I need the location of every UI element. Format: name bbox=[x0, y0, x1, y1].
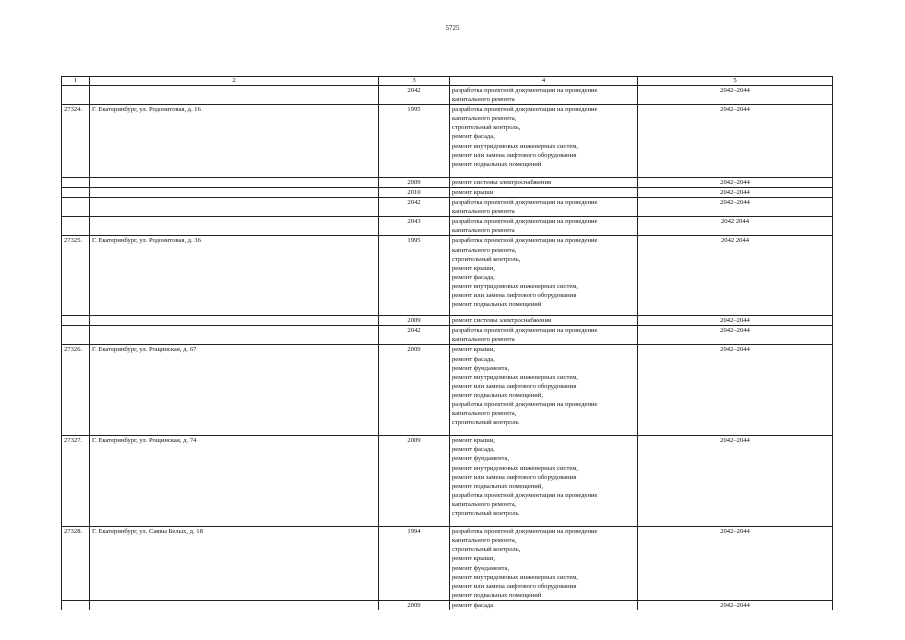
row-year: 1994 bbox=[379, 527, 450, 601]
work-item: разработка проектной документации на проведение bbox=[452, 491, 598, 499]
work-item: ремонт подвальных помещений, bbox=[452, 391, 543, 399]
row-number: 27327. bbox=[62, 436, 90, 527]
page-number: 5725 bbox=[445, 24, 460, 32]
row-year: 2009 bbox=[379, 177, 450, 187]
work-item: разработка проектной документации на проведение bbox=[452, 528, 598, 536]
table-row bbox=[62, 105, 833, 178]
work-item: ремонт фундамента, bbox=[452, 455, 510, 463]
row-period: 2042–2044 bbox=[638, 436, 833, 527]
work-item: ремонт фасада, bbox=[452, 273, 495, 281]
table-row bbox=[62, 326, 833, 345]
table-row bbox=[62, 527, 833, 601]
row-works bbox=[450, 187, 638, 197]
work-item: разработка проектной документации на проведение bbox=[452, 237, 598, 245]
work-item: строительный контроль, bbox=[452, 124, 521, 132]
work-item: ремонт или замена лифтового оборудования bbox=[452, 473, 577, 481]
work-item: ремонт внутридомовых инженерных систем, bbox=[452, 464, 579, 472]
work-item: ремонт или замена лифтового оборудования bbox=[452, 582, 577, 590]
table-row bbox=[62, 600, 833, 610]
row-year: 2009 bbox=[379, 316, 450, 326]
row-address: Г. Екатеринбург, ул. Рощинская, д. 74 bbox=[90, 436, 379, 527]
row-number bbox=[62, 316, 90, 326]
work-item: строительный контроль bbox=[452, 510, 519, 518]
row-address: Г. Екатеринбург, ул. Рощинская, д. 67 bbox=[90, 345, 379, 436]
work-item: капитального ремонта bbox=[452, 96, 515, 104]
table-row bbox=[62, 217, 833, 236]
work-item: ремонт подвальных помещений, bbox=[452, 482, 543, 490]
row-period: 2042–2044 bbox=[638, 86, 833, 105]
table-row bbox=[62, 345, 833, 436]
work-item: строительный контроль, bbox=[452, 546, 521, 554]
row-works bbox=[450, 345, 638, 436]
work-item: ремонт подвальных помещений bbox=[452, 591, 542, 599]
work-item: ремонт фундамента, bbox=[452, 564, 510, 572]
work-item: ремонт подвальных помещений bbox=[452, 160, 542, 168]
header-row bbox=[62, 77, 833, 86]
work-item: строительный контроль bbox=[452, 419, 519, 427]
row-number: 27325. bbox=[62, 236, 90, 316]
row-period: 2042–2044 bbox=[638, 187, 833, 197]
work-item: ремонт крыши, bbox=[452, 346, 495, 354]
row-works bbox=[450, 105, 638, 178]
work-item: разработка проектной документации на проведение bbox=[452, 327, 598, 335]
work-item: ремонт фасада, bbox=[452, 446, 495, 454]
work-item: ремонт внутридомовых инженерных систем, bbox=[452, 282, 579, 290]
work-item: ремонт крыши, bbox=[452, 555, 495, 563]
row-period: 2042–2044 bbox=[638, 345, 833, 436]
work-item: ремонт или замена лифтового оборудования bbox=[452, 382, 577, 390]
work-item: строительный контроль, bbox=[452, 255, 521, 263]
row-works bbox=[450, 326, 638, 345]
row-period: 2042–2044 bbox=[638, 527, 833, 601]
capital-repair-table bbox=[61, 76, 833, 610]
work-item: ремонт крыши bbox=[452, 188, 494, 196]
row-address bbox=[90, 177, 379, 187]
work-item: ремонт фундамента, bbox=[452, 364, 510, 372]
work-item: разработка проектной документации на проведение bbox=[452, 401, 598, 408]
row-number bbox=[62, 86, 90, 105]
work-item: капитального ремонта bbox=[452, 227, 515, 235]
header-col-3: 3 bbox=[379, 77, 450, 86]
work-item: ремонт внутридомовых инженерных систем, bbox=[452, 373, 579, 381]
row-number bbox=[62, 600, 90, 610]
header-col-5: 5 bbox=[638, 77, 833, 86]
row-number: 27324. bbox=[62, 105, 90, 178]
work-item: капитального ремонта bbox=[452, 208, 515, 216]
row-year: 2042 bbox=[379, 198, 450, 217]
work-item: капитального ремонта, bbox=[452, 500, 517, 508]
row-address: Г. Екатеринбург, ул. Родонитовая, д. 36 bbox=[90, 236, 379, 316]
table-row bbox=[62, 316, 833, 326]
row-year: 2042 bbox=[379, 86, 450, 105]
row-year: 2009 bbox=[379, 600, 450, 610]
row-period: 2042 2044 bbox=[638, 217, 833, 236]
row-period: 2042–2044 bbox=[638, 316, 833, 326]
header-col-1: 1 bbox=[62, 77, 90, 86]
row-works bbox=[450, 198, 638, 217]
row-address: Г. Екатеринбург, ул. Родонитовая, д. 16 bbox=[90, 105, 379, 178]
row-address bbox=[90, 600, 379, 610]
row-number: 27326. bbox=[62, 345, 90, 436]
work-item: разработка проектной документации на проведение bbox=[452, 87, 598, 94]
work-item: капитального ремонта, bbox=[452, 537, 517, 545]
row-address bbox=[90, 217, 379, 236]
row-number bbox=[62, 217, 90, 236]
row-works bbox=[450, 600, 638, 610]
row-number: 27328. bbox=[62, 527, 90, 601]
row-year: 2043 bbox=[379, 217, 450, 236]
table-row bbox=[62, 86, 833, 105]
row-period: 2042–2044 bbox=[638, 105, 833, 178]
table-row bbox=[62, 187, 833, 197]
work-item: разработка проектной документации на проведение bbox=[452, 218, 598, 226]
row-works bbox=[450, 177, 638, 187]
row-works bbox=[450, 316, 638, 326]
row-number bbox=[62, 326, 90, 345]
row-period: 2042–2044 bbox=[638, 326, 833, 345]
row-period: 2042–2044 bbox=[638, 198, 833, 217]
row-year: 2009 bbox=[379, 436, 450, 527]
row-period: 2042–2044 bbox=[638, 600, 833, 610]
row-works bbox=[450, 527, 638, 601]
row-address bbox=[90, 86, 379, 105]
row-year: 1995 bbox=[379, 236, 450, 316]
table-body bbox=[62, 86, 833, 610]
work-item: капитального ремонта, bbox=[452, 246, 517, 254]
row-number bbox=[62, 177, 90, 187]
row-number bbox=[62, 198, 90, 217]
row-address bbox=[90, 198, 379, 217]
row-address bbox=[90, 326, 379, 345]
work-item: ремонт внутридомовых инженерных систем, bbox=[452, 573, 579, 581]
work-item: разработка проектной документации на проведение bbox=[452, 106, 598, 114]
row-period: 2042–2044 bbox=[638, 177, 833, 187]
work-item: ремонт крыши, bbox=[452, 264, 495, 272]
row-works bbox=[450, 236, 638, 316]
table-row bbox=[62, 436, 833, 527]
table-row bbox=[62, 198, 833, 217]
row-year: 1995 bbox=[379, 105, 450, 178]
table-row bbox=[62, 177, 833, 187]
row-works bbox=[450, 217, 638, 236]
row-works bbox=[450, 436, 638, 527]
header-col-2: 2 bbox=[90, 77, 379, 86]
row-works bbox=[450, 86, 638, 105]
work-item: ремонт фасада bbox=[452, 601, 494, 609]
row-address bbox=[90, 187, 379, 197]
row-period: 2042 2044 bbox=[638, 236, 833, 316]
work-item: разработка проектной документации на проведение bbox=[452, 199, 598, 207]
work-item: ремонт системы электроснабжения bbox=[452, 317, 552, 325]
work-item: ремонт фасада, bbox=[452, 355, 495, 363]
work-item: ремонт или замена лифтового оборудования bbox=[452, 291, 577, 299]
row-address bbox=[90, 316, 379, 326]
work-item: ремонт внутридомовых инженерных систем, bbox=[452, 142, 579, 150]
work-item: капитального ремонта bbox=[452, 336, 515, 344]
work-item: капитального ремонта, bbox=[452, 115, 517, 123]
work-item: ремонт системы электроснабжения bbox=[452, 178, 552, 186]
row-year: 2042 bbox=[379, 326, 450, 345]
row-year: 2009 bbox=[379, 345, 450, 436]
row-number bbox=[62, 187, 90, 197]
row-address: Г. Екатеринбург, ул. Саввы Белых, д. 18 bbox=[90, 527, 379, 601]
row-year: 2010 bbox=[379, 187, 450, 197]
table-row bbox=[62, 236, 833, 316]
header-col-4: 4 bbox=[450, 77, 638, 86]
work-item: ремонт подвальных помещений bbox=[452, 301, 542, 309]
work-item: ремонт фасада, bbox=[452, 133, 495, 141]
work-item: капитального ремонта, bbox=[452, 410, 517, 418]
work-item: ремонт или замена лифтового оборудования bbox=[452, 151, 577, 159]
work-item: ремонт крыши, bbox=[452, 437, 495, 445]
